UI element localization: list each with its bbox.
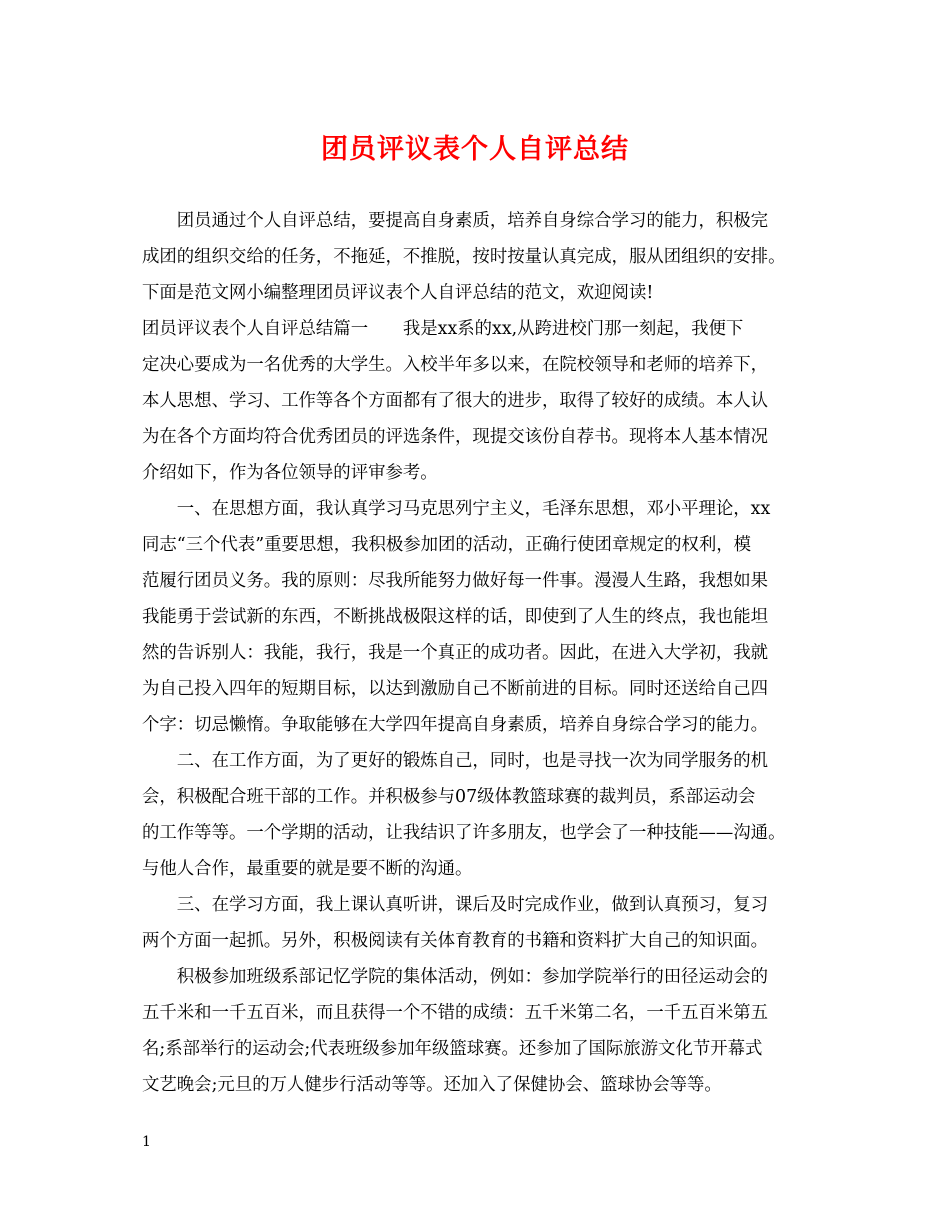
paragraph-line: 团员评议表个人自评总结篇一 我是xx系的xx,从跨进校门那一刻起，我便下: [142, 319, 744, 339]
paragraph-line: 名;系部举行的运动会;代表班级参加年级篮球赛。还参加了国际旅游文化节开幕式: [142, 1039, 763, 1059]
document-title: 团员评议表个人自评总结: [321, 134, 629, 165]
paragraph-line: 文艺晚会;元旦的万人健步行活动等等。还加入了保健协会、篮球协会等等。: [142, 1075, 722, 1095]
document-body: [142, 203, 814, 1103]
paragraph-line: 下面是范文网小编整理团员评议表个人自评总结的范文，欢迎阅读!: [142, 283, 654, 303]
paragraph-line: 定决心要成为一名优秀的大学生。入校半年多以来，在院校领导和老师的培养下，: [142, 355, 769, 375]
paragraph-line: 我能勇于尝试新的东西，不断挑战极限这样的话，即使到了人生的终点，我也能坦: [142, 607, 769, 627]
paragraph-line: 个字：切忌懒惰。争取能够在大学四年提高自身素质，培养自身综合学习的能力。: [142, 715, 769, 735]
paragraph-line: 两个方面一起抓。另外，积极阅读有关体育教育的书籍和资料扩大自己的知识面。: [142, 931, 769, 951]
paragraph-line: 同志“三个代表”重要思想，我积极参加团的活动，正确行使团章规定的权利，模: [142, 535, 752, 555]
paragraph-line: 一、在思想方面，我认真学习马克思列宁主义，毛泽东思想，邓小平理论，xx: [142, 499, 771, 519]
paragraph-line: 范履行团员义务。我的原则：尽我所能努力做好每一件事。漫漫人生路，我想如果: [142, 571, 769, 591]
paragraph-line: 五千米和一千五百米，而且获得一个不错的成绩：五千米第二名，一千五百米第五: [142, 1003, 769, 1023]
paragraph-line: 团员通过个人自评总结，要提高自身素质，培养自身综合学习的能力，积极完: [142, 211, 769, 231]
paragraph-line: 为自己投入四年的短期目标，以达到激励自己不断前进的目标。同时还送给自己四: [142, 679, 769, 699]
paragraph-line: 会，积极配合班干部的工作。并积极参与07级体教篮球赛的裁判员，系部运动会: [142, 787, 756, 807]
paragraph-line: 与他人合作，最重要的就是要不断的沟通。: [142, 859, 473, 879]
paragraph-line: 成团的组织交给的任务，不拖延，不推脱，按时按量认真完成，服从团组织的安排。: [142, 247, 786, 267]
paragraph-line: 介绍如下，作为各位领导的评审参考。: [142, 463, 438, 483]
paragraph-line: 本人思想、学习、工作等各个方面都有了很大的进步，取得了较好的成绩。本人认: [142, 391, 769, 411]
paragraph-line: 为在各个方面均符合优秀团员的评选条件，现提交该份自荐书。现将本人基本情况: [142, 427, 769, 447]
page-number: 1: [142, 1134, 151, 1150]
paragraph-line: 的工作等等。一个学期的活动，让我结识了许多朋友，也学会了一种技能——沟通。: [142, 823, 786, 843]
paragraph-line: 三、在学习方面，我上课认真听讲，课后及时完成作业，做到认真预习，复习: [142, 895, 769, 915]
paragraph-line: 积极参加班级系部记忆学院的集体活动，例如：参加学院举行的田径运动会的: [142, 967, 769, 987]
paragraph-line: 二、在工作方面，为了更好的锻炼自己，同时，也是寻找一次为同学服务的机: [142, 751, 769, 771]
paragraph-line: 然的告诉别人：我能，我行，我是一个真正的成功者。因此，在进入大学初，我就: [142, 643, 769, 663]
